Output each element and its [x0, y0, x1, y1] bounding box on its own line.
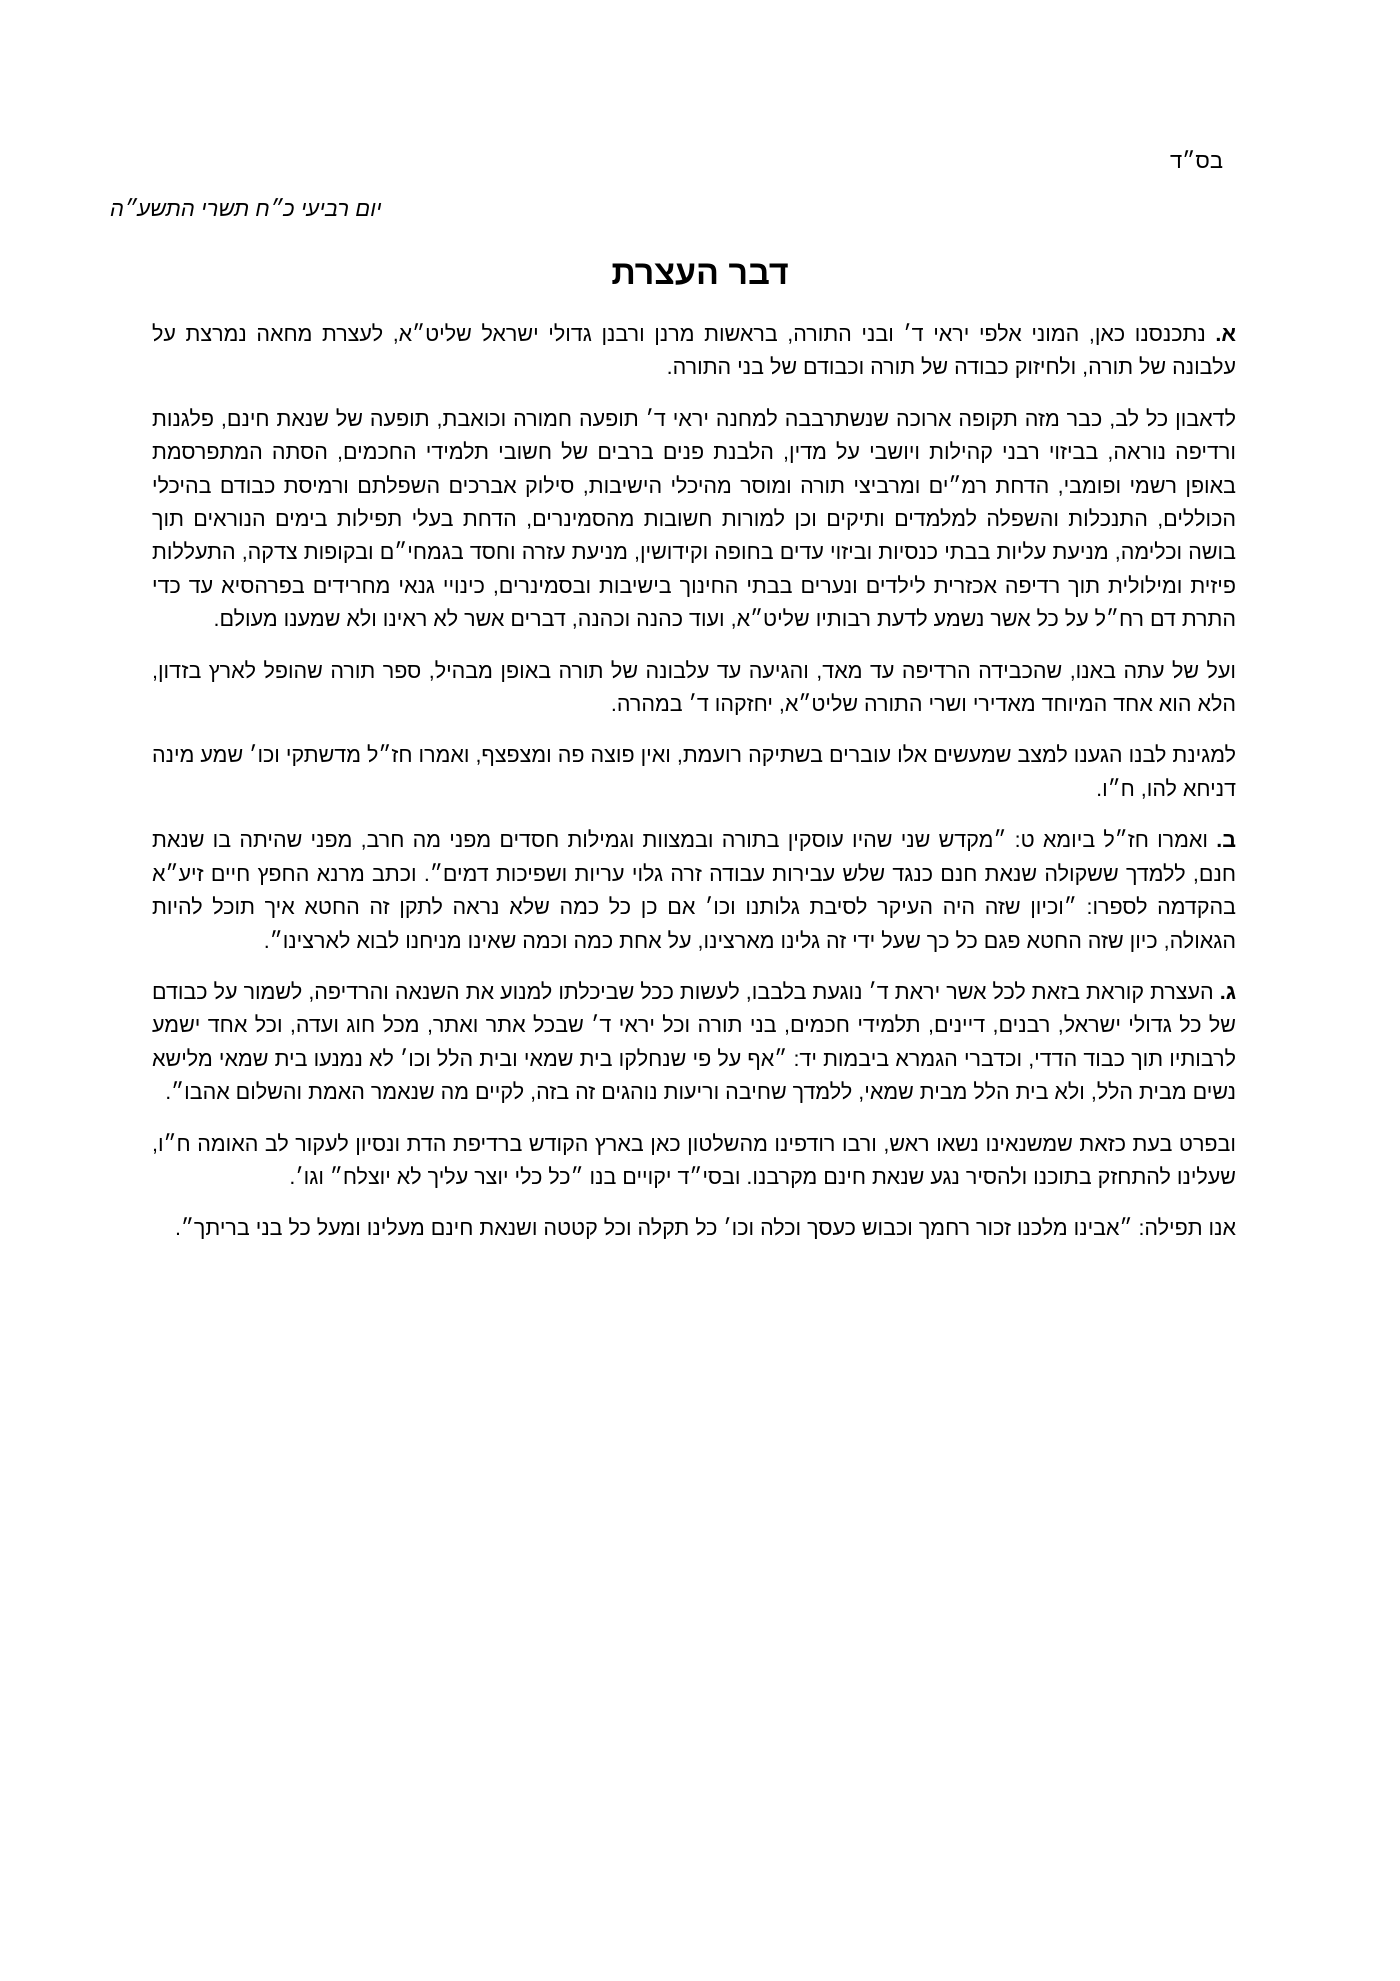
paragraph-text: ואמרו חז״ל ביומא ט: ״מקדש שני שהיו עוסקין בתורה ובמצוות וגמילות חסדים מפני מה חרב, מפני שהיתה בו שנאת חנם, ללמדך ששקולה שנאת חנם כנגד שלש עבירות עבודה זרה גלוי עריות ושפיכות דמים״. וכתב מרנא החפץ חיים זיע״א בהקדמה לספרו: ״וכיון שזה היה העיקר לסיבת גלותנו וכו׳ אם כן כל כמה שלא נראה לתקן זה החטא איך תוכל להיות הגאולה, כיון שזה החטא פגם כל כך שעל ידי זה גלינו מארצינו, על אחת כמה וכמה שאינו מניחנו לבוא לארצינו״. [152, 828, 1236, 953]
paragraph [152, 1212, 1236, 1245]
paragraph [152, 655, 1236, 722]
paragraph-text: לדאבון כל לב, כבר מזה תקופה ארוכה שנשתרבבה למחנה יראי ד׳ תופעה חמורה וכואבת, תופעה של שנאת חינם, פלגנות ורדיפה נוראה, בביזוי רבני קהילות ויושבי על מדין, הלבנת פנים ברבים של חשובי תלמידי החכמים, הסתה המתפרסמת באופן רשמי ופומבי, הדחת רמ״ים ומרביצי תורה ומוסר מהיכלי הישיבות, סילוק אברכים השפלתם ורמיסת כבודם בהיכלי הכוללים, התנכלות והשפלה למלמדים ותיקים וכן למורות חשובות מהסמינרים, הדחת בעלי תפילות בימים הנוראים תוך בושה וכלימה, מניעת עליות בבתי כנסיות וביזוי עדים בחופה וקידושין, מניעת עזרה וחסד בגמחי״ם ובקופות צדקה, התעללות פיזית ומילולית תוך רדיפה אכזרית לילדים ונערים בבתי החינוך בישיבות ובסמינרים, כינויי גנאי מחרידים בפרהסיא עד כדי התרת דם רח״ל על כל אשר נשמע לדעת רבותיו שליט״א, ועוד כהנה וכהנה, דברים אשר לא ראינו ולא שמענו מעולם. [152, 406, 1236, 632]
paragraph-text: ועל של עתה באנו, שהכבידה הרדיפה עד מאד, והגיעה עד עלבונה של תורה באופן מבהיל, ספר תורה שהופל לארץ בזדון, הלא הוא אחד המיוחד מאדירי ושרי התורה שליט״א, יחזקהו ד׳ במהרה. [152, 658, 1236, 717]
paragraph [152, 824, 1236, 958]
document-body [152, 318, 1236, 1264]
paragraph [152, 976, 1236, 1110]
paragraph-text: העצרת קוראת בזאת לכל אשר יראת ד׳ נוגעת בלבבו, לעשות ככל שביכלתו למנוע את השנאה והרדיפה, לשמור על כבודם של כל גדולי ישראל, רבנים, דיינים, תלמידי חכמים, בני תורה וכל יראי ד׳ שבכל אתר ואתר, מכל חוג ועדה, וכל אחד ישמע לרבותיו תוך כבוד הדדי, וכדברי הגמרא ביבמות יד: ״אף על פי שנחלקו בית שמאי ובית הלל וכו׳ לא נמנעו בית שמאי מלישא נשים מבית הלל, ולא בית הלל מבית שמאי, ללמדך שחיבה וריעות נוהגים זה בזה, לקיים מה שנאמר האמת והשלום אהבו״. [152, 979, 1236, 1105]
document-title: דבר העצרת [611, 254, 789, 292]
section-marker: ג. [1219, 979, 1236, 1004]
paragraph [152, 1128, 1236, 1195]
paragraph-text: אנו תפילה: ״אבינו מלכנו זכור רחמך וכבוש כעסך וכלה וכו׳ כל תקלה וכל קטטה ושנאת חינם מעלינו ומעל כל בני בריתך״. [174, 1216, 1236, 1241]
paragraph [152, 318, 1236, 385]
section-marker: ב. [1216, 828, 1236, 853]
section-marker: א. [1215, 322, 1236, 346]
paragraph-text: נתכנסנו כאן, המוני אלפי יראי ד׳ ובני התורה, בראשות מרנן ורבנן גדולי ישראל שליט״א, לעצרת מחאה נמרצת על עלבונה של תורה, ולחיזוק כבודה של תורה וכבודם של בני התורה. [152, 322, 1236, 380]
paragraph-text: למגינת לבנו הגענו למצב שמעשים אלו עוברים בשתיקה רועמת, ואין פוצה פה ומצפצף, ואמרו חז״ל מדשתקי וכו׳ שמע מינה דניחא להו, ח״ו. [152, 743, 1236, 801]
paragraph [152, 403, 1236, 637]
besd-header: בס״ד [1169, 148, 1223, 173]
paragraph-text: ובפרט בעת כזאת שמשנאינו נשאו ראש, ורבו רודפינו מהשלטון כאן בארץ הקודש ברדיפת הדת ונסיון לעקור לב האומה ח״ו, שעלינו להתחזק בתוכנו ולהסיר נגע שנאת חינם מקרבנו. ובסי״ד יקויים בנו ״כל כלי יוצר עליך לא יוצלח״ וגו׳. [152, 1131, 1236, 1189]
paragraph [152, 739, 1236, 806]
document-date: יום רביעי כ״ח תשרי התשע״ה [110, 196, 382, 221]
